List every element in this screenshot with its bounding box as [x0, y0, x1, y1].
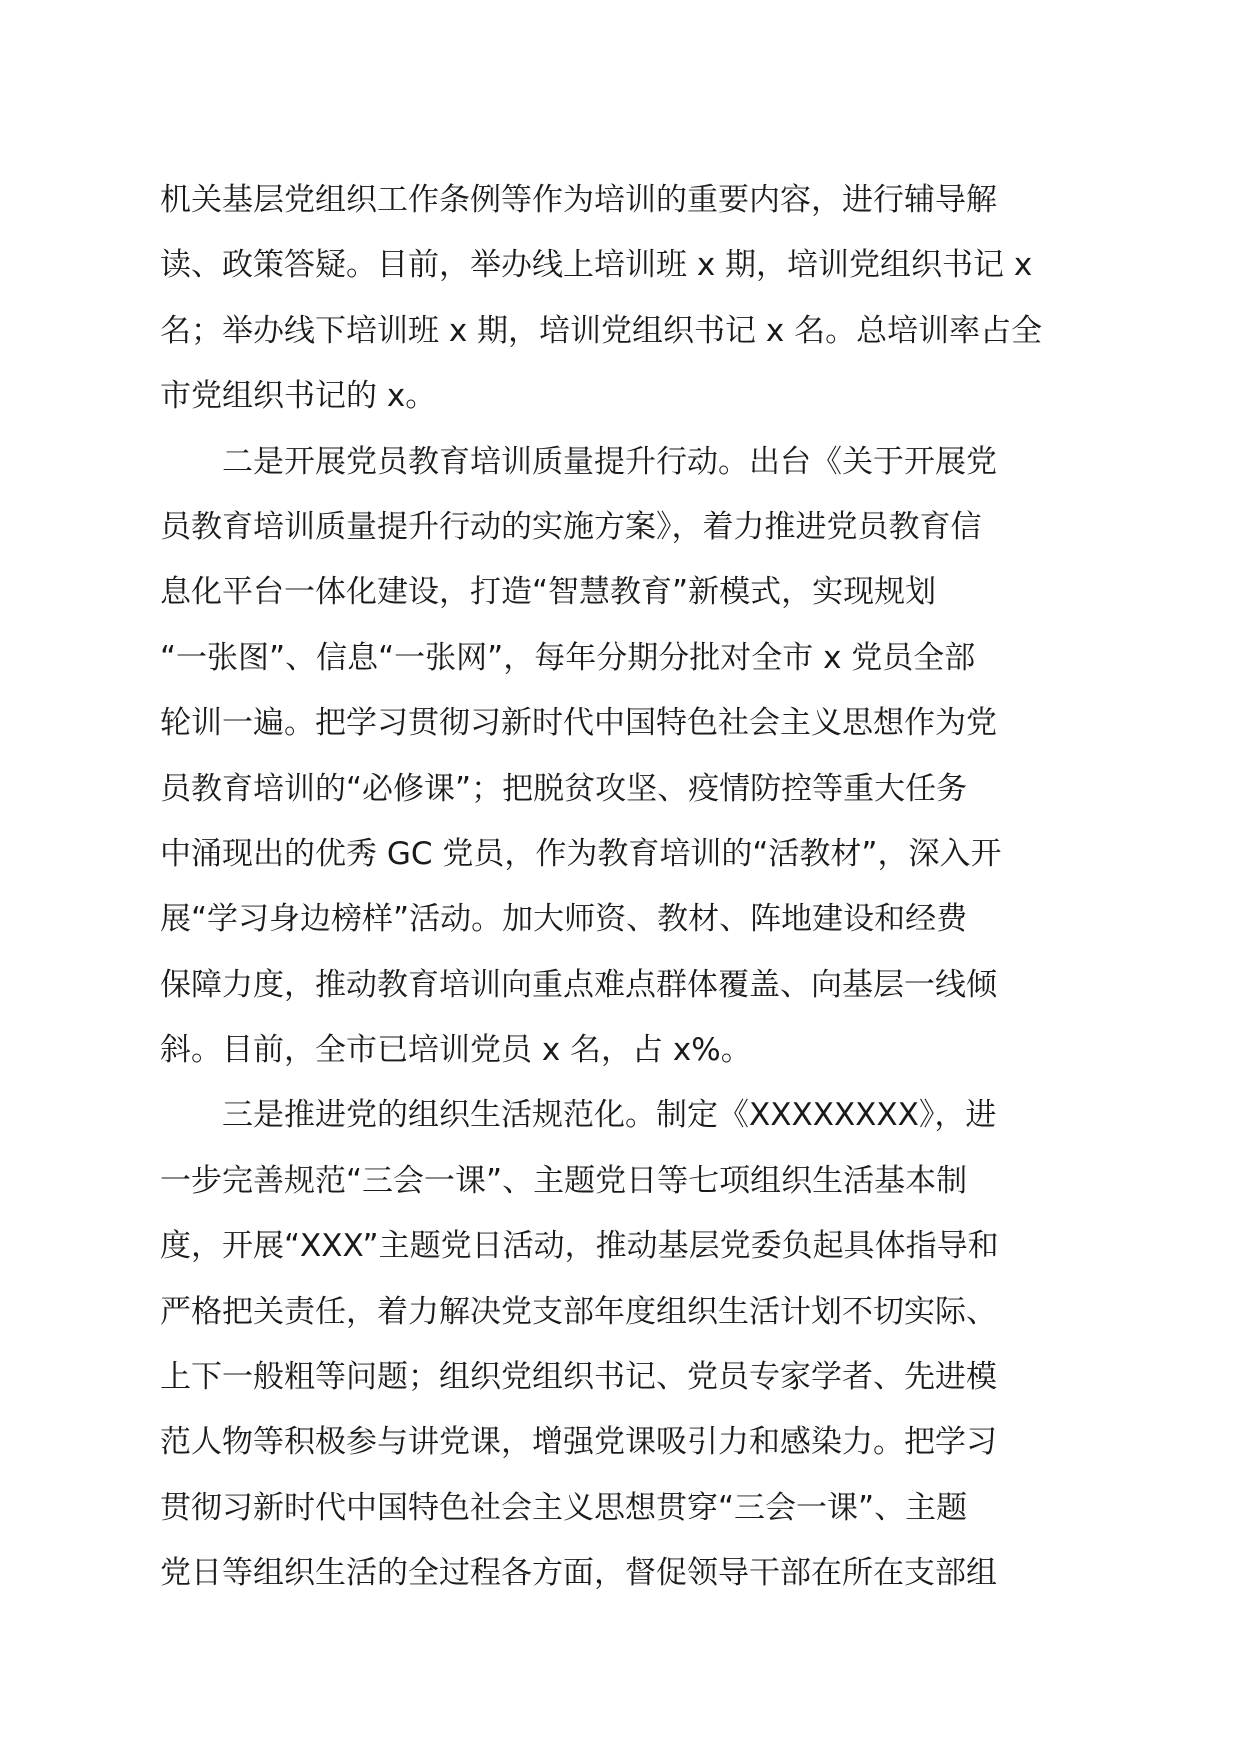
- text-line: 息化平台一体化建设，打造“智慧教育”新模式，实现规划: [160, 574, 937, 611]
- text-line: 党日等组织生活的全过程各方面，督促领导干部在所在支部组: [160, 1555, 997, 1592]
- body-text: [160, 168, 1098, 1607]
- text-line: “一张图”、信息“一张网”，每年分期分批对全市 x 党员全部: [160, 639, 976, 676]
- text-line: 中涌现出的优秀 GC 党员，作为教育培训的“活教材”，深入开: [160, 835, 1002, 872]
- text-line: 展“学习身边榜样”活动。加大师资、教材、阵地建设和经费: [160, 901, 968, 938]
- text-line: 保障力度，推动教育培训向重点难点群体覆盖、向基层一线倾: [160, 966, 997, 1003]
- text-line: 读、政策答疑。目前，举办线上培训班 x 期，培训党组织书记 x: [160, 247, 1033, 284]
- paragraph-start-line: 三是推进党的组织生活规范化。制定《XXXXXXXX》，进: [222, 1097, 997, 1134]
- text-line: 轮训一遍。把学习贯彻习新时代中国特色社会主义思想作为党: [160, 705, 997, 742]
- text-line: 范人物等积极参与讲党课，增强党课吸引力和感染力。把学习: [160, 1424, 997, 1461]
- text-line: 斜。目前，全市已培训党员 x 名，占 x%。: [160, 1032, 752, 1069]
- text-line: 上下一般粗等问题；组织党组织书记、党员专家学者、先进模: [160, 1359, 997, 1396]
- paragraph-start-line: 二是开展党员教育培训质量提升行动。出台《关于开展党: [222, 443, 997, 480]
- text-line: 员教育培训的“必修课”；把脱贫攻坚、疫情防控等重大任务: [160, 770, 968, 807]
- text-line: 贯彻习新时代中国特色社会主义思想贯穿“三会一课”、主题: [160, 1489, 968, 1526]
- text-line: 严格把关责任，着力解决党支部年度组织生活计划不切实际、: [160, 1293, 997, 1330]
- text-line: 一步完善规范“三会一课”、主题党日等七项组织生活基本制: [160, 1162, 968, 1199]
- text-line: 市党组织书记的 x。: [160, 378, 437, 415]
- text-line: 度，开展“XXX”主题党日活动，推动基层党委负起具体指导和: [160, 1228, 999, 1265]
- text-line: 名；举办线下培训班 x 期，培训党组织书记 x 名。总培训率占全: [160, 312, 1043, 349]
- text-line: 机关基层党组织工作条例等作为培训的重要内容，进行辅导解: [160, 182, 997, 218]
- text-line: 员教育培训质量提升行动的实施方案》，着力推进党员教育信: [160, 508, 982, 545]
